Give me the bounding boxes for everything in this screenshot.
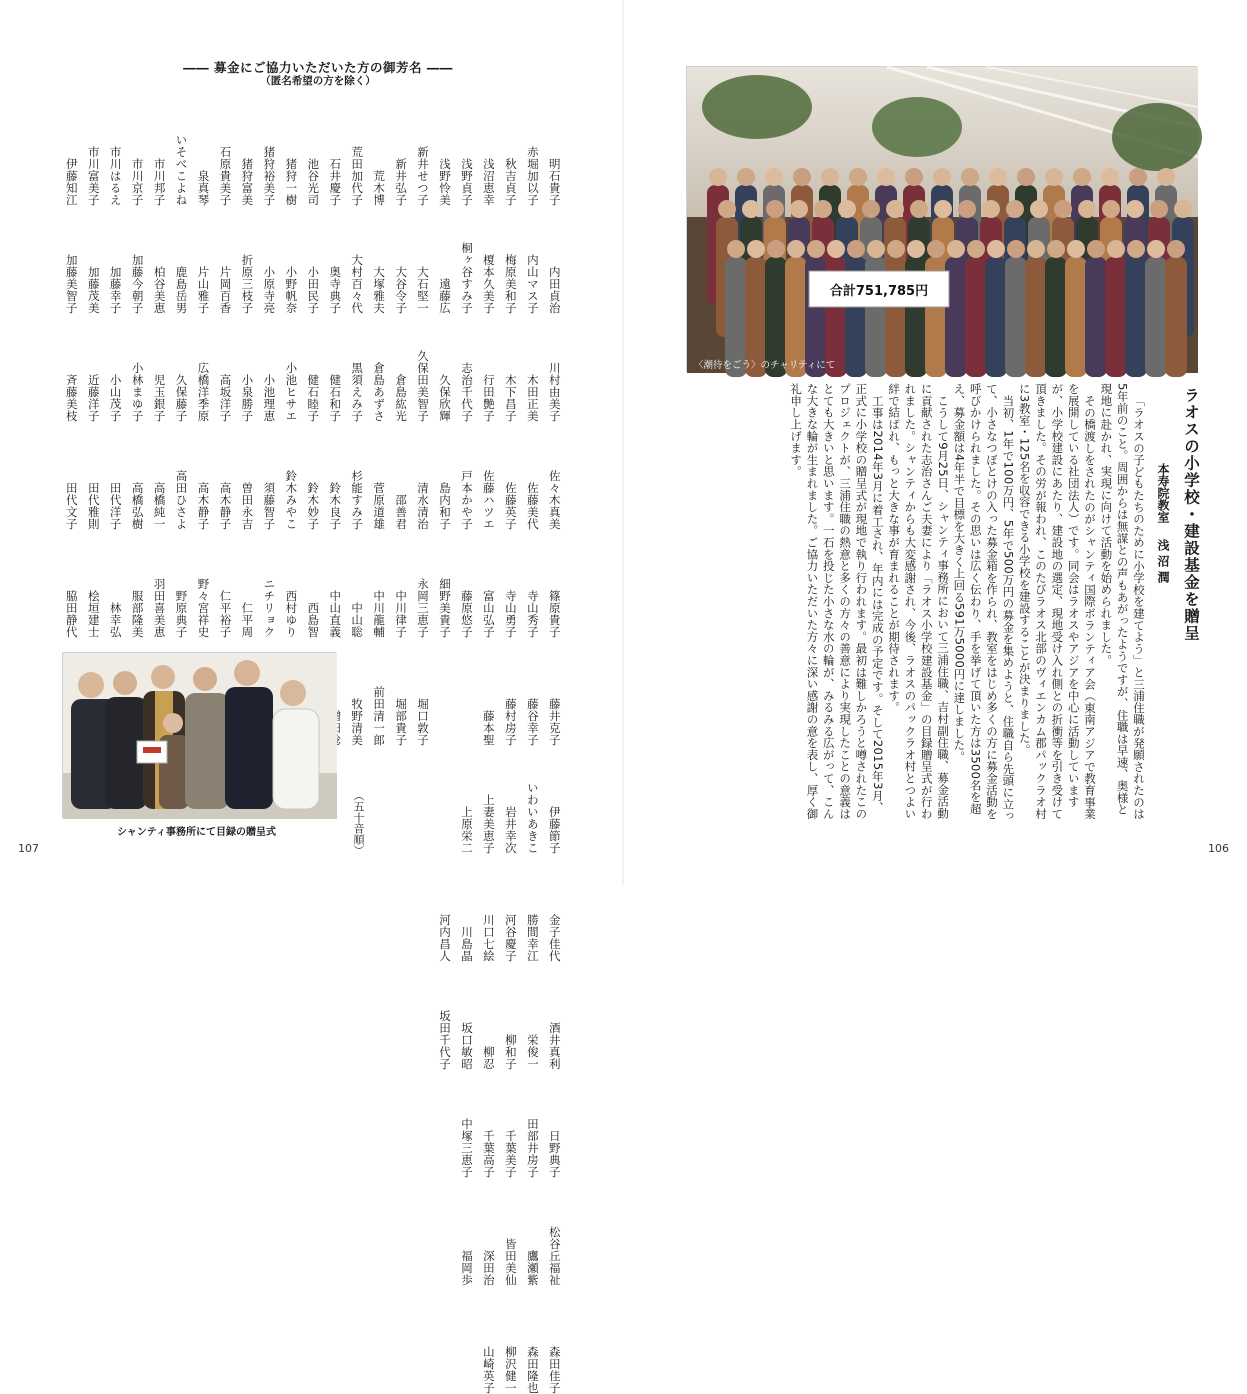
donor-name: 中山聡	[350, 602, 365, 638]
donor-name: 小原寺亮	[262, 266, 277, 314]
donor-name: 鈴木妙子	[306, 482, 321, 530]
donor-name: 千葉美子	[503, 1130, 518, 1178]
donor-name: 小山茂子	[108, 374, 123, 422]
donor-name: 田代文子	[64, 482, 79, 530]
donor-name: 勝間幸江	[525, 914, 540, 962]
donor-name: 泉真琴	[196, 170, 211, 206]
donor-column	[148, 98, 170, 746]
donor-name: 猪狩富美	[240, 158, 255, 206]
donor-name: 佐藤美代	[525, 482, 540, 530]
donor-name: 曽田永吉	[240, 482, 255, 530]
donor-name: 小林まゆ子	[130, 362, 145, 422]
donor-name: 浅野貞子	[459, 158, 474, 206]
donor-name: 服部隆美	[130, 590, 145, 638]
donor-name: 西村ゆり	[284, 590, 299, 638]
donor-name: 西島智	[306, 602, 321, 638]
donor-column	[389, 98, 411, 746]
donor-name: 木下昌子	[503, 374, 518, 422]
donor-name: 上妻美恵子	[481, 794, 496, 854]
donor-column	[345, 98, 367, 746]
donor-name: 羽田喜美恵	[152, 578, 167, 638]
donor-name: 市川邦子	[152, 158, 167, 206]
donor-name: 仁平裕子	[218, 590, 233, 638]
donor-name: 内山マス子	[525, 254, 540, 314]
donor-name: 野々宮祥史	[196, 578, 211, 638]
donor-name: 松谷丘福祉	[547, 1226, 562, 1286]
donor-name: 川島晶	[459, 926, 474, 962]
donor-name: 田代雅則	[86, 482, 101, 530]
donor-column	[477, 98, 499, 746]
donor-name: 片山雅子	[196, 266, 211, 314]
donor-name: 堀口敦子	[416, 698, 431, 746]
donor-name: 健石睦子	[306, 374, 321, 422]
donor-name: 小池ヒサエ	[284, 362, 299, 422]
donor-column	[433, 746, 455, 1394]
donor-column	[367, 98, 389, 746]
donor-name: 鈴木みやこ	[284, 470, 299, 530]
donor-name: 田部井房子	[525, 1118, 540, 1178]
donor-name: 酒井真利	[547, 1022, 562, 1070]
donor-name: 健石和子	[328, 374, 343, 422]
donor-name: 加藤茂美	[86, 266, 101, 314]
article-paragraph: その橋渡しをされたのがシャンティ国際ボランティア会（東南アジアで教育事業を展開している社団法人）です。同会はラオスやアジアを中心に活動していますが、小学校建設にあたり、建設地の選定、現地受け入れ側との折衝等を引き受けて頂きました。その労が報われ、このたびラオス北部のヴィエンカム郡パックラオ村に3教室・125名を収容できる小学校を建設することが決まりました。	[1017, 383, 1098, 820]
donor-name: 志治千代子	[459, 362, 474, 422]
donor-name: 新井せつ子	[416, 146, 431, 206]
charity-group-photo	[686, 66, 1197, 372]
donor-name: 大石堅一	[416, 266, 431, 314]
donor-name: 大谷令子	[394, 266, 409, 314]
donor-column	[433, 98, 455, 746]
page-number-left: 107	[18, 842, 39, 855]
donor-name: 森田隆也	[525, 1346, 540, 1394]
donor-name: 加藤今朝子	[130, 254, 145, 314]
donor-name: 杉能すみ子	[350, 470, 365, 530]
donor-column	[258, 98, 280, 746]
donor-name: 林幸弘	[108, 602, 123, 638]
donor-name: 倉島あずさ	[372, 362, 387, 422]
donor-name: 深田治	[481, 1250, 496, 1286]
ceremony-photo	[62, 652, 336, 818]
donor-name: 上原栄二	[459, 806, 474, 854]
donor-name: 金子佳代	[547, 914, 562, 962]
donor-name: 大塚雅夫	[372, 266, 387, 314]
donor-name: 福岡歩	[459, 1250, 474, 1286]
donor-name: 永岡三恵子	[416, 578, 431, 638]
donor-name: 桧垣建士	[86, 590, 101, 638]
donor-name: 浅沼恵幸	[481, 158, 496, 206]
donor-name: 倉島紘光	[394, 374, 409, 422]
donor-name: 新井弘子	[394, 158, 409, 206]
donor-name: 折原三枝子	[240, 254, 255, 314]
donor-name: 伊藤節子	[547, 806, 562, 854]
donor-column	[499, 98, 521, 746]
donor-column	[104, 98, 126, 746]
donor-name: 島内和子	[438, 482, 452, 530]
donor-list-subtitle: （匿名希望の方を除く）	[260, 75, 376, 87]
donor-name: 鹿島岳男	[174, 266, 189, 314]
article-body	[684, 383, 1202, 823]
donor-name: 伊藤知江	[64, 158, 79, 206]
donor-name: 遠藤広	[438, 278, 452, 314]
donor-column	[192, 98, 214, 746]
donor-name: 佐藤ハツエ	[481, 470, 496, 530]
donation-total-banner: 合計751,785円	[829, 284, 929, 299]
donor-name: 河内昌人	[438, 914, 452, 962]
donor-name: 堀部貴子	[394, 698, 409, 746]
donor-name: ニチリョク	[262, 578, 277, 638]
donor-name: 荒木博	[372, 170, 387, 206]
donor-name: 藤原悠子	[459, 590, 474, 638]
donor-name: 藤井克子	[547, 698, 562, 746]
author-name: 浅沼潤	[1156, 538, 1170, 587]
donor-name: 清水清治	[416, 482, 431, 530]
donor-name: 久保藤子	[174, 374, 189, 422]
donor-name: 戸本かや子	[459, 470, 474, 530]
donor-name: 皆田美仙	[503, 1238, 518, 1286]
donor-column	[455, 98, 477, 746]
donor-column	[323, 98, 345, 746]
donor-column	[280, 98, 302, 746]
donor-name: 中川龍輔	[372, 590, 387, 638]
donor-name: 柳和子	[503, 1034, 518, 1070]
donor-name: 細野美貴子	[438, 578, 452, 638]
donor-name: 脇田静代	[64, 590, 79, 638]
donor-name: 高橋弘樹	[130, 482, 145, 530]
article-author	[1155, 463, 1172, 823]
donor-name: 秋吉貞子	[503, 158, 518, 206]
donor-name: 赤堀加以子	[525, 146, 540, 206]
donor-column	[521, 98, 543, 746]
donor-name: 野原典子	[174, 590, 189, 638]
donor-column	[543, 98, 565, 746]
donor-name: 猪狩裕美子	[262, 146, 277, 206]
donor-column	[521, 746, 543, 1394]
article-paragraph: 「ラオスの子どもたちのために小学校を建てよう」と三浦住職が発願されたのは5年前のこと。周囲からは無謀との声もあがったようですが、住職は早速、奥様と現地に赴かれ、実現に向けて活動を始められました。	[1099, 383, 1146, 820]
page-number-right: 106	[1208, 842, 1229, 855]
donor-name: 川村由美子	[547, 362, 562, 422]
donor-name: 黒須えみ子	[350, 362, 365, 422]
left-page	[0, 0, 623, 1394]
donor-name: 加藤幸子	[108, 266, 123, 314]
article-title: ラオスの小学校・建設基金を贈呈	[1182, 387, 1200, 642]
donor-name: 佐々木真美	[547, 470, 562, 530]
donor-name: 久保田美智子	[416, 350, 431, 422]
donor-name: 篠原貴子	[547, 590, 562, 638]
donor-name: 梅原美和子	[503, 254, 518, 314]
donor-name: 榎本久美子	[481, 254, 496, 314]
donor-column	[126, 98, 148, 746]
donor-name: 斉藤美枝	[64, 374, 79, 422]
donor-name: 柳忍	[481, 1046, 496, 1070]
article-paragraph: 工事は2014年3月に着工され、年内には完成の予定です。そして2015年3月、正式に小学校の贈呈式が現地で執り行われます。最初は難しかろうと噂されたこのプロジェクトが、三浦住職の熱意と多くの方々の善意により実現したことの意義はとても大きいと思います。一石を投じた小さな水の輪が、みるみる広がって、こんな大きな輪が生まれました。ご協力いただいた方々に深い感謝の意を表し、厚く御礼申し上げます。	[789, 383, 885, 820]
donor-name: 大村百々代	[350, 254, 365, 314]
donor-name: 高坂洋子	[218, 374, 233, 422]
donor-name: 中川律子	[394, 590, 409, 638]
donor-name: 高田ひさよ	[174, 470, 189, 530]
donor-name: 鷹瀬紫	[525, 1250, 540, 1286]
donor-name: 奥寺典子	[328, 266, 343, 314]
donor-name: 寺山秀子	[525, 590, 540, 638]
donor-name: 市川はるえ	[108, 146, 123, 206]
donor-name: 栄俊一	[525, 1034, 540, 1070]
donor-name: 日野典子	[547, 1130, 562, 1178]
donor-name: 小泉勝子	[240, 374, 255, 422]
donor-name: 菅原道雄	[372, 482, 387, 530]
author-affiliation: 本寿院教室	[1156, 463, 1170, 523]
donor-column	[543, 746, 565, 1394]
donor-name: いそべこよね	[174, 134, 189, 206]
donor-name: 石井慶子	[328, 158, 343, 206]
donor-name: 岩井幸次	[503, 806, 518, 854]
donor-name: 猪狩一樹	[284, 158, 299, 206]
donor-name: 行田艶子	[481, 374, 496, 422]
donor-name: 木田正美	[525, 374, 540, 422]
donor-name: 藤谷幸子	[525, 698, 540, 746]
donor-column	[477, 746, 499, 1394]
donor-name: 明石貴子	[547, 158, 562, 206]
donor-name: 市川京子	[130, 158, 145, 206]
donor-name: 山崎英子	[481, 1346, 496, 1394]
article-paragraph: こうして9月25日、シャンティ事務所において三浦住職、吉村副住職、募金活動に貢献された志治さんご夫妻により「ラオス小学校建設基金」の目録贈呈式が行われました。シャンティからも大変感謝され、今後、ラオスのパックラオ村とつよい絆で結ばれ、もっと大きな事が育まれることが期待されます。	[887, 383, 951, 820]
donor-name: 藤本聖	[481, 710, 496, 746]
donor-column	[236, 98, 258, 746]
ceremony-photo-image	[63, 653, 337, 819]
donor-name: 高木静子	[218, 482, 233, 530]
donor-name: 須藤智子	[262, 482, 277, 530]
donor-name: 児玉銀子	[152, 374, 167, 422]
donor-name: 柳沢健一	[503, 1346, 518, 1394]
donor-name: 前田清一郎	[372, 686, 387, 746]
donor-name: 森田佳子	[547, 1346, 562, 1394]
donor-name: 坂田千代子	[438, 1010, 452, 1070]
donor-name: 藤村房子	[503, 698, 518, 746]
alphabetical-order-note: （五十音順）	[352, 790, 365, 856]
donor-name: 小池理恵	[262, 374, 277, 422]
donor-column	[499, 746, 521, 1394]
donor-column	[302, 98, 324, 746]
donor-name: 久保欣輝	[438, 374, 452, 422]
donor-name: 邵善君	[394, 494, 409, 530]
donor-name: 内田貞治	[547, 266, 562, 314]
right-page	[624, 0, 1247, 885]
donor-name: 加藤美智子	[64, 254, 79, 314]
donor-name: 池谷光司	[306, 158, 321, 206]
donor-name: 中塚三恵子	[459, 1118, 474, 1178]
donor-name: 片岡百香	[218, 266, 233, 314]
article-paragraph: 当初、1年で100万円、5年で500万円の募金を集めようと、住職自ら先頭に立って、小さなつぼとけの入った募金箱を作られ、教室をはじめ多くの方に募金活動を呼びかけられました。その思いは広く伝わり、手を挙げて頂いた方は3500名を超え、募金額は4年半で目標を大きく上回る591万5000円に達しました。	[952, 383, 1016, 822]
donor-name: 牧野清美	[350, 698, 365, 746]
donor-name: 広橋洋季原	[196, 362, 211, 422]
article-paragraphs	[788, 383, 1147, 823]
donor-name: 高橋純一	[152, 482, 167, 530]
donor-name: 近藤洋子	[86, 374, 101, 422]
donor-name: 千葉高子	[481, 1130, 496, 1178]
donor-column	[82, 98, 104, 746]
donor-list-title: ―― 募金にご協力いただいた方の御芳名 ――	[183, 60, 453, 75]
donor-name: 小田民子	[306, 266, 321, 314]
donor-name: 佐藤英子	[503, 482, 518, 530]
donor-name: 市川富美子	[86, 146, 101, 206]
donor-name: 桐ヶ谷すみ子	[459, 242, 474, 314]
donor-column	[411, 98, 433, 746]
donor-name: 中山直義	[328, 590, 343, 638]
donor-name: 小野帆奈	[284, 266, 299, 314]
donor-name: いわいあきこ	[525, 782, 540, 854]
donor-name: 寺山勇子	[503, 590, 518, 638]
donor-name: 石原貴美子	[218, 146, 233, 206]
donor-column	[455, 746, 477, 1394]
donor-name: 坂口敏昭	[459, 1022, 474, 1070]
donor-column	[214, 98, 236, 746]
donor-name: 鈴木良子	[328, 482, 343, 530]
donor-name: 河谷慶子	[503, 914, 518, 962]
donor-name: 田代洋子	[108, 482, 123, 530]
ceremony-photo-caption: シャンティ事務所にて目録の贈呈式	[117, 827, 276, 838]
charity-group-photo-image	[687, 67, 1198, 373]
donor-column	[170, 98, 192, 746]
donor-name: 柏谷美恵	[152, 266, 167, 314]
charity-photo-caption: 〈潮待をごう〉のチャリティにて	[694, 360, 836, 371]
donor-name: 富山弘子	[481, 590, 496, 638]
donor-name: 浅野怜美	[438, 158, 452, 206]
donor-name: 川口七絵	[481, 914, 496, 962]
donor-column	[60, 98, 82, 746]
donor-name: 荒田加代子	[350, 146, 365, 206]
donor-name: 高木静子	[196, 482, 211, 530]
donor-name: 仁平周	[240, 602, 255, 638]
